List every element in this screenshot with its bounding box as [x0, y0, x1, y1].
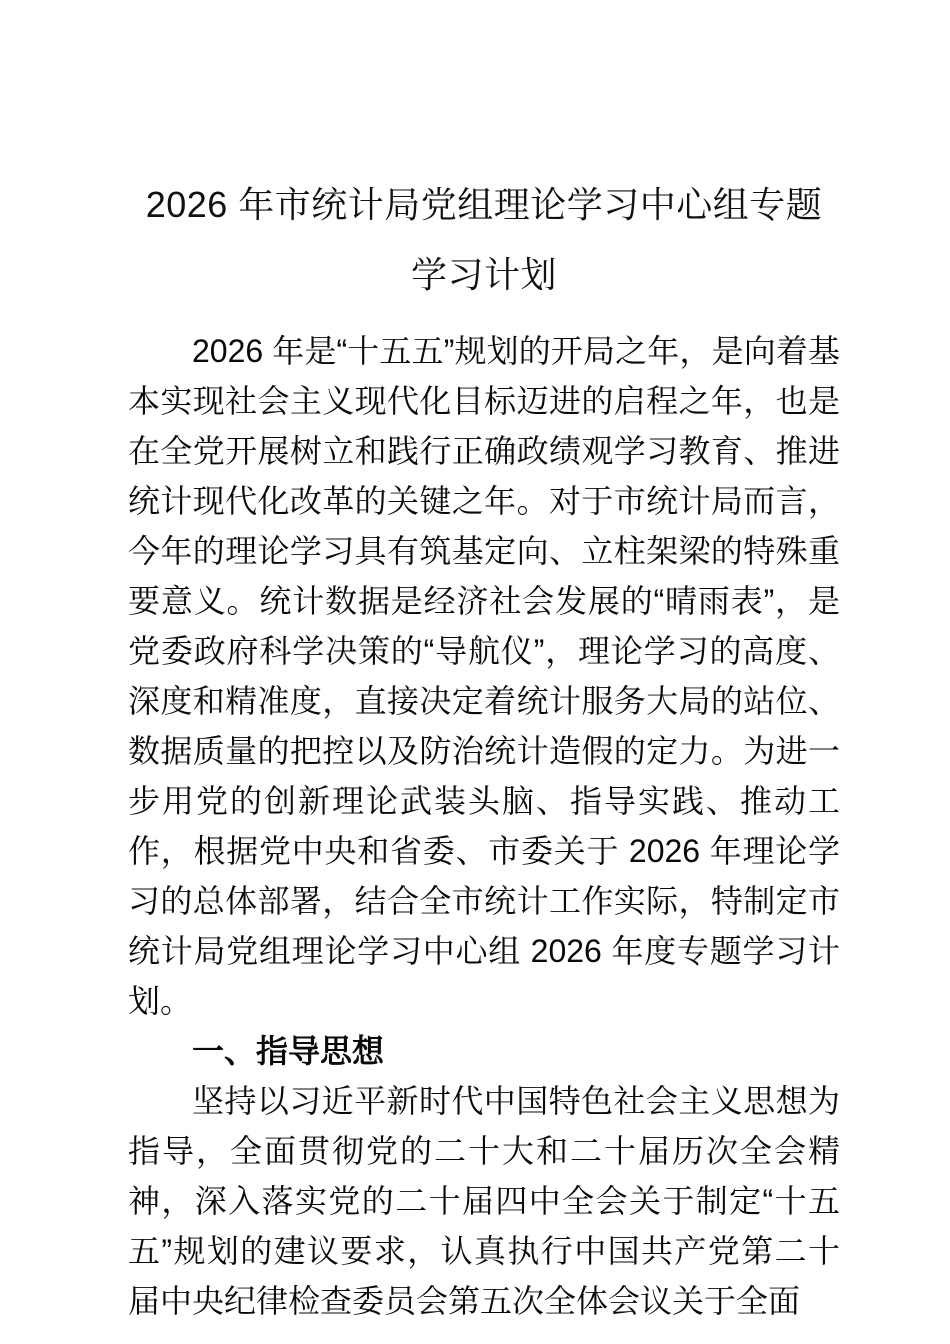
document-body	[128, 170, 840, 1326]
section-heading-guiding-thought: 一、指导思想	[192, 1033, 385, 1069]
paragraph-intro: 2026 年是“十五五”规划的开局之年，是向着基本实现社会主义现代化目标迈进的启程之年，也是在全党开展树立和践行正确政绩观学习教育、推进统计现代化改革的关键之年。对于市统计局而言，今年的理论学习具有筑基定向、立柱架梁的特殊重要意义。统计数据是经济社会发展的“晴雨表”，是党委政府科学决策的“导航仪”，理论学习的高度、深度和精准度，直接决定着统计服务大局的站位、数据质量的把控以及防治统计造假的定力。为进一步用党的创新理论武装头脑、指导实践、推动工作，根据党中央和省委、市委关于 2026 年理论学习的总体部署，结合全市统计工作实际，特制定市统计局党组理论学习中心组 2026 年度专题学习计划。	[128, 333, 840, 1019]
paragraph-guiding-thought: 坚持以习近平新时代中国特色社会主义思想为指导，全面贯彻党的二十大和二十届历次全会精神，深入落实党的二十届四中全会关于制定“十五五”规划的建议要求，认真执行中国共产党第二十届中央纪律检查委员会第五次全体会议关于全面	[128, 1083, 840, 1319]
title-line-1: 2026 年市统计局党组理论学习中心组专题	[145, 184, 823, 225]
title-line-2: 学习计划	[410, 254, 557, 295]
page-title	[128, 170, 840, 310]
